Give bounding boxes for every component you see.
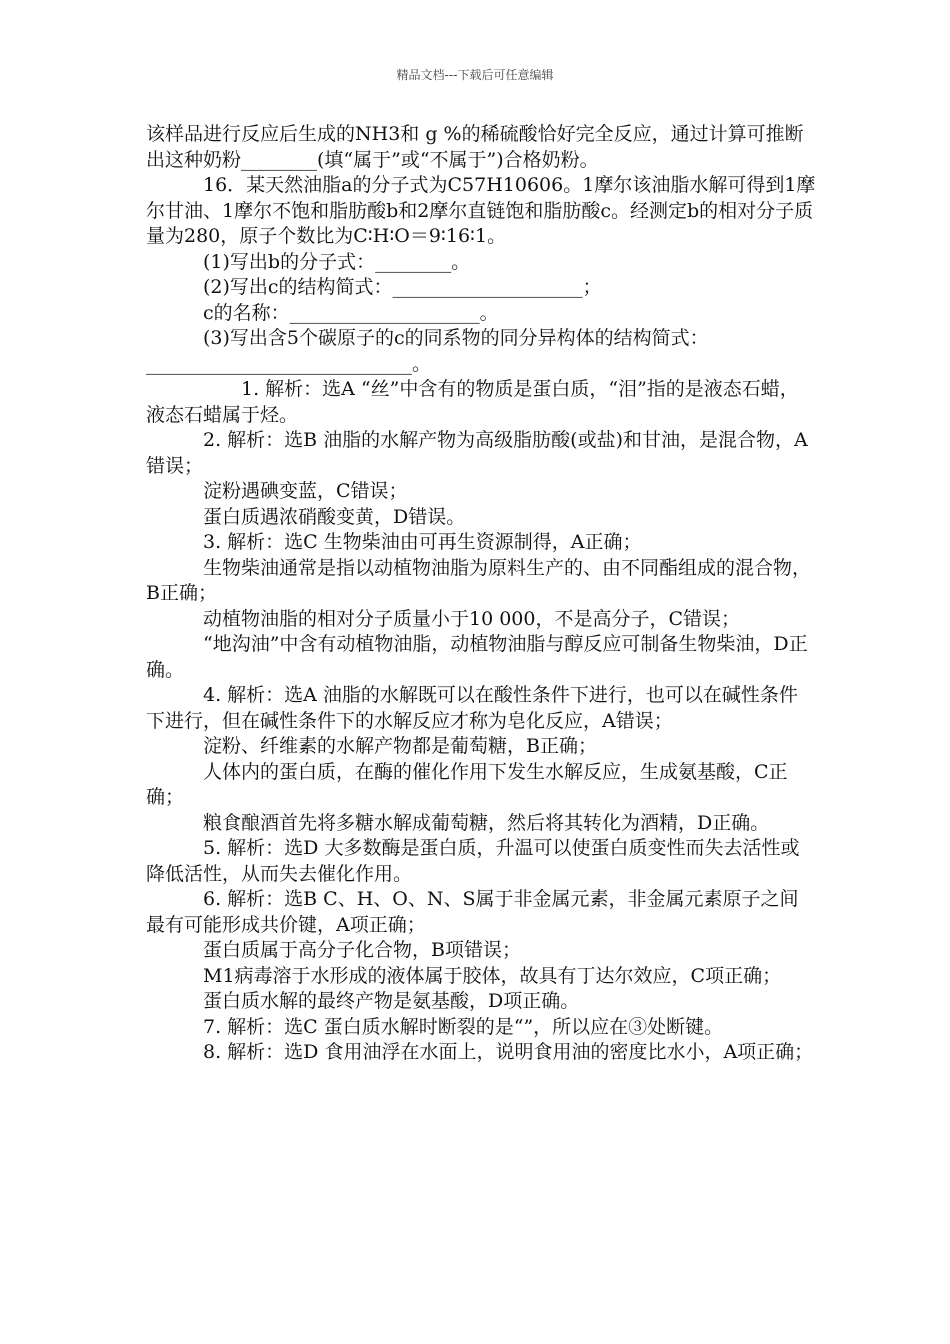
paragraph: “地沟油”中含有动植物油脂，动植物油脂与醇反应可制备生物柴油，D正确。 (146, 633, 808, 681)
paragraph: 淀粉遇碘变蓝，C错误； (203, 480, 408, 502)
paragraph: 淀粉、纤维素的水解产物都是葡萄糖，B正确； (203, 735, 597, 757)
page-header: 精品文档---下载后可任意编辑 (396, 68, 554, 82)
paragraph: 蛋白质遇浓硝酸变黄，D错误。 (203, 505, 466, 528)
paragraph: 3. 解析：选C 生物柴油由可再生资源制得，A正确； (203, 531, 642, 553)
paragraph: 4. 解析：选A 油脂的水解既可以在酸性条件下进行，也可以在碱性条件下进行，但在碱性条件下的水解反应才称为皂化反应，A错误； (146, 684, 798, 732)
paragraph: (3)写出含5个碳原子的c的同系物的同分异构体的结构简式：____________________________。 (146, 327, 709, 375)
paragraph: c的名称：____________________。 (203, 301, 499, 324)
paragraph: (1)写出b的分子式：________。 (203, 250, 471, 273)
paragraph: 2. 解析：选B 油脂的水解产物为高级脂肪酸(或盐)和甘油，是混合物，A错误； (146, 429, 808, 477)
paragraph: M1病毒溶于水形成的液体属于胶体，故具有丁达尔效应，C项正确； (203, 964, 782, 987)
paragraph: 动植物油脂的相对分子质量小于10 000，不是高分子，C错误； (203, 607, 741, 630)
paragraph: 该样品进行反应后生成的NH3和 g %的稀硫酸恰好完全反应，通过计算可推断出这种奶粉________(填“属于”或“不属于”)合格奶粉。 (146, 123, 804, 171)
document-body (146, 122, 816, 1066)
paragraph: 蛋白质水解的最终产物是氨基酸，D项正确。 (203, 990, 580, 1012)
paragraph: (2)写出c的结构简式：____________________； (203, 276, 602, 298)
paragraph: 生物柴油通常是指以动植物油脂为原料生产的、由不同酯组成的混合物，B正确； (146, 556, 812, 604)
paragraph: 1. 解析：选A “丝”中含有的物质是蛋白质，“泪”指的是液态石蜡，液态石蜡属于烃。 (146, 378, 799, 426)
paragraph: 7. 解析：选C 蛋白质水解时断裂的是“”，所以应在③处断键。 (203, 1015, 724, 1038)
paragraph: 16．某天然油脂a的分子式为C57H10606。1摩尔该油脂水解可得到1摩尔甘油、1摩尔不饱和脂肪酸b和2摩尔直链饱和脂肪酸c。经测定b的相对分子质量为280，原子个数比为C∶H∶O＝9∶16∶1。 (146, 174, 816, 247)
paragraph: 6. 解析：选B C、H、O、N、S属于非金属元素，非金属元素原子之间最有可能形成共价键，A项正确； (146, 888, 799, 936)
paragraph: 5. 解析：选D 大多数酶是蛋白质，升温可以使蛋白质变性而失去活性或降低活性，从而失去催化作用。 (146, 837, 800, 885)
paragraph: 8. 解析：选D 食用油浮在水面上，说明食用油的密度比水小，A项正确； (203, 1041, 814, 1063)
paragraph: 人体内的蛋白质，在酶的催化作用下发生水解反应，生成氨基酸，C正确； (146, 760, 788, 808)
paragraph: 蛋白质属于高分子化合物，B项错误； (203, 939, 521, 961)
paragraph: 粮食酿酒首先将多糖水解成葡萄糖，然后将其转化为酒精，D正确。 (203, 811, 770, 834)
